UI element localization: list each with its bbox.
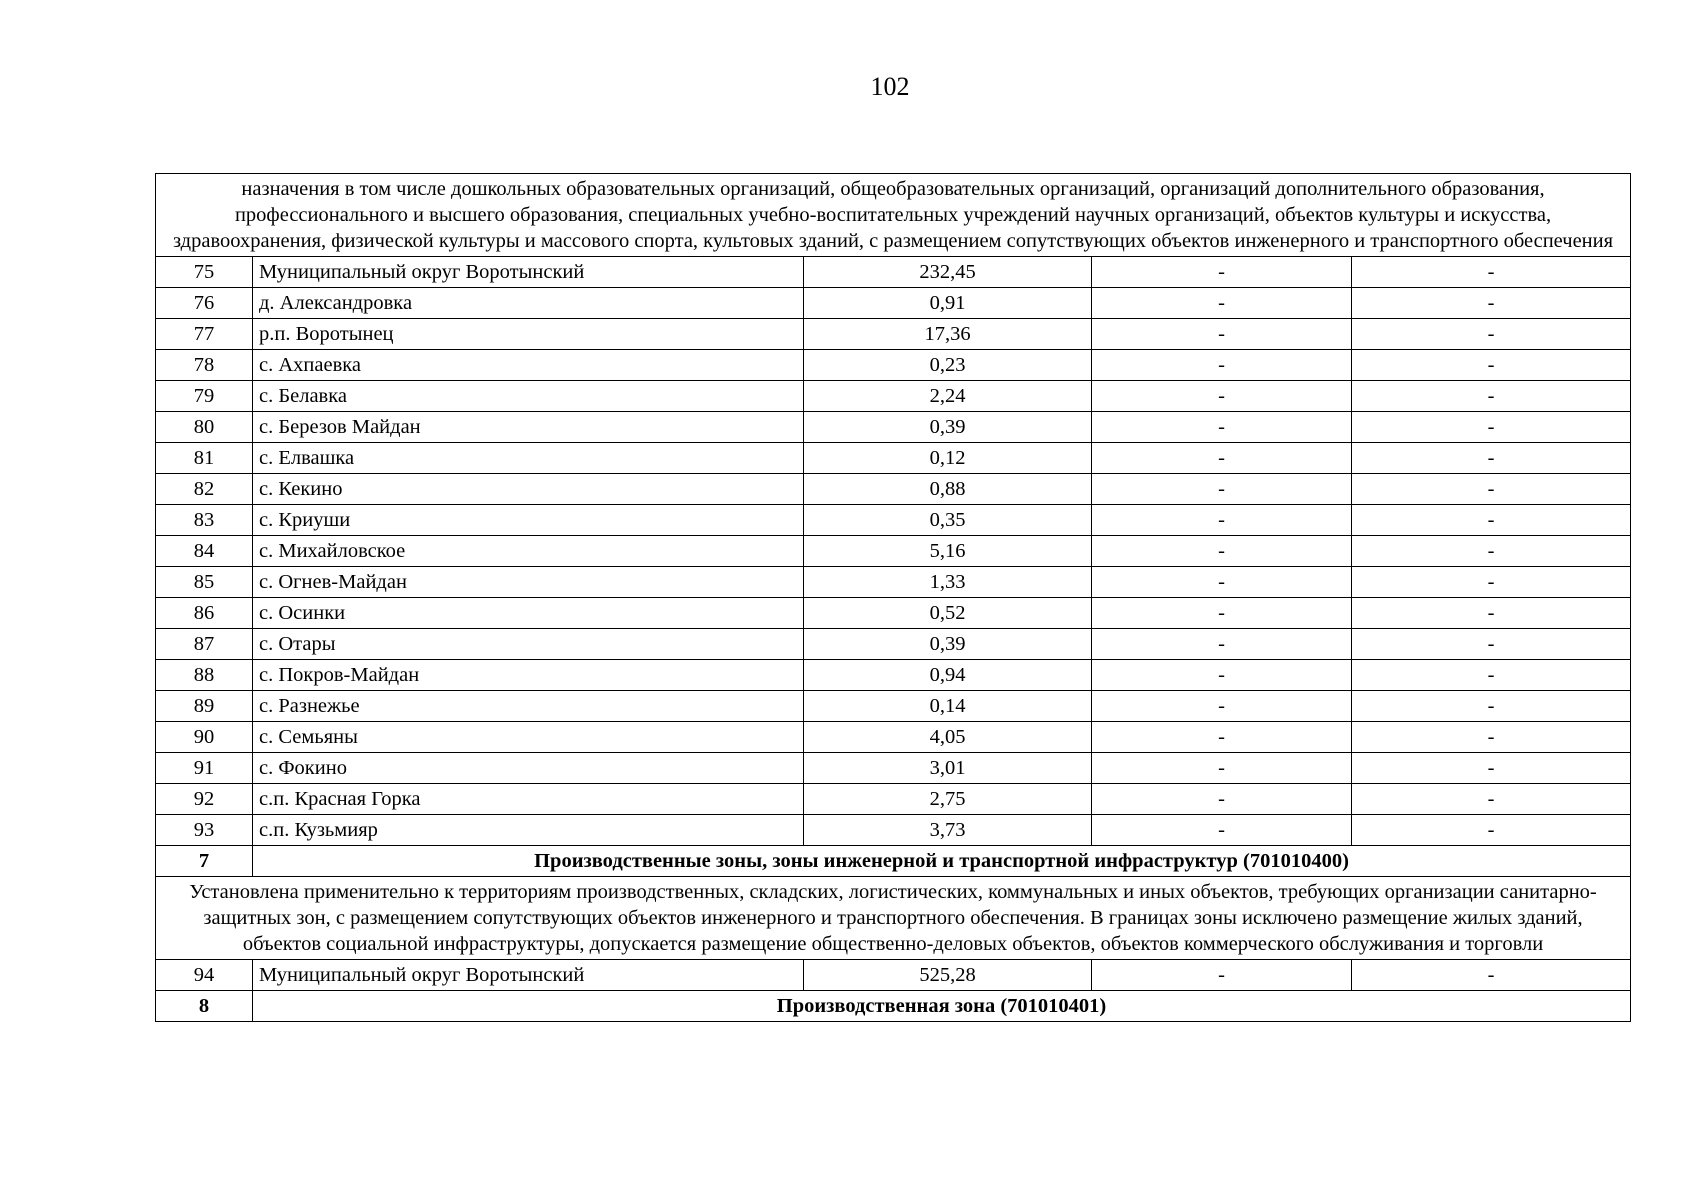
table-row [156,505,1631,536]
section-header-row [156,846,1631,877]
page-number: 102 [870,72,910,101]
table-row [156,443,1631,474]
section-number: 7 [156,846,253,877]
row-col4: - [1092,722,1352,753]
row-name: с. Отары [253,629,804,660]
row-name: с.п. Красная Горка [253,784,804,815]
row-col5: - [1352,257,1631,288]
table-row [156,784,1631,815]
row-col5: - [1352,381,1631,412]
row-col4: - [1092,567,1352,598]
row-col5: - [1352,567,1631,598]
row-col5: - [1352,412,1631,443]
table-row [156,660,1631,691]
row-name: с. Ахпаевка [253,350,804,381]
row-area: 232,45 [804,257,1092,288]
table-row [156,350,1631,381]
row-col4: - [1092,815,1352,846]
row-name: Муниципальный округ Воротынский [253,960,804,991]
row-name: д. Александровка [253,288,804,319]
row-col5: - [1352,505,1631,536]
row-number: 78 [156,350,253,381]
row-col4: - [1092,381,1352,412]
row-col4: - [1092,960,1352,991]
table-row [156,722,1631,753]
row-name: с.п. Кузьмияр [253,815,804,846]
table-row [156,288,1631,319]
row-number: 76 [156,288,253,319]
table-row [156,815,1631,846]
row-col5: - [1352,722,1631,753]
row-area: 0,14 [804,691,1092,722]
table-row [156,629,1631,660]
row-col4: - [1092,412,1352,443]
row-number: 93 [156,815,253,846]
row-col5: - [1352,319,1631,350]
row-col5: - [1352,288,1631,319]
row-area: 0,23 [804,350,1092,381]
row-number: 80 [156,412,253,443]
section-number: 8 [156,991,253,1022]
row-col4: - [1092,753,1352,784]
row-name: с. Разнежье [253,691,804,722]
row-col4: - [1092,598,1352,629]
row-number: 90 [156,722,253,753]
row-number: 79 [156,381,253,412]
table-row [156,753,1631,784]
section-header-row [156,991,1631,1022]
zones-table [155,173,1631,1022]
row-col5: - [1352,815,1631,846]
row-col5: - [1352,350,1631,381]
table-row [156,691,1631,722]
row-col5: - [1352,443,1631,474]
row-name: с. Покров-Майдан [253,660,804,691]
row-col4: - [1092,660,1352,691]
row-name: с. Фокино [253,753,804,784]
row-col4: - [1092,505,1352,536]
row-area: 1,33 [804,567,1092,598]
row-area: 2,75 [804,784,1092,815]
row-number: 85 [156,567,253,598]
row-col5: - [1352,691,1631,722]
row-col4: - [1092,784,1352,815]
table-row [156,567,1631,598]
continuation-note: назначения в том числе дошкольных образовательных организаций, общеобразовательных организаций, организаций дополнительного образования, профессионального и высшего образования, специальных учебно-воспитательных учреждений научных организаций, объектов культуры и искусства, здравоохранения, физической культуры и массового спорта, культовых зданий, с размещением сопутствующих объектов инженерного и транспортного обеспечения [156,174,1631,257]
table-row [156,381,1631,412]
row-area: 525,28 [804,960,1092,991]
row-area: 17,36 [804,319,1092,350]
row-area: 0,12 [804,443,1092,474]
row-col4: - [1092,350,1352,381]
row-col5: - [1352,660,1631,691]
row-number: 75 [156,257,253,288]
row-area: 0,39 [804,412,1092,443]
row-col4: - [1092,691,1352,722]
row-col4: - [1092,443,1352,474]
row-number: 86 [156,598,253,629]
continuation-note-row [156,174,1631,257]
section-note-row [156,877,1631,960]
row-col5: - [1352,784,1631,815]
table-row [156,319,1631,350]
row-name: с. Елвашка [253,443,804,474]
row-number: 92 [156,784,253,815]
row-area: 0,35 [804,505,1092,536]
row-name: с. Кекино [253,474,804,505]
row-name: с. Березов Майдан [253,412,804,443]
row-area: 2,24 [804,381,1092,412]
row-area: 3,01 [804,753,1092,784]
table-row [156,536,1631,567]
row-number: 81 [156,443,253,474]
table-row [156,960,1631,991]
row-col5: - [1352,536,1631,567]
row-col4: - [1092,257,1352,288]
row-name: Муниципальный округ Воротынский [253,257,804,288]
row-area: 0,88 [804,474,1092,505]
section-note: Установлена применительно к территориям производственных, складских, логистических, коммунальных и иных объектов, требующих организации санитарно-защитных зон, с размещением сопутствующих объектов инженерного и транспортного обеспечения. В границах зоны исключено размещение жилых зданий, объектов социальной инфраструктуры, допускается размещение общественно-деловых объектов, объектов коммерческого обслуживания и торговли [156,877,1631,960]
row-number: 89 [156,691,253,722]
row-name: с. Огнев-Майдан [253,567,804,598]
section-title: Производственная зона (701010401) [253,991,1631,1022]
row-area: 5,16 [804,536,1092,567]
row-name: р.п. Воротынец [253,319,804,350]
row-col5: - [1352,598,1631,629]
row-number: 82 [156,474,253,505]
row-col4: - [1092,288,1352,319]
table-row [156,474,1631,505]
row-col5: - [1352,753,1631,784]
row-name: с. Семьяны [253,722,804,753]
row-number: 77 [156,319,253,350]
row-name: с. Криуши [253,505,804,536]
row-name: с. Михайловское [253,536,804,567]
table-row [156,412,1631,443]
row-col4: - [1092,536,1352,567]
row-col5: - [1352,474,1631,505]
row-area: 0,39 [804,629,1092,660]
row-number: 94 [156,960,253,991]
row-area: 0,91 [804,288,1092,319]
section-title: Производственные зоны, зоны инженерной и транспортной инфраструктур (701010400) [253,846,1631,877]
row-number: 91 [156,753,253,784]
table-row [156,257,1631,288]
row-name: с. Осинки [253,598,804,629]
row-name: с. Белавка [253,381,804,412]
row-area: 0,94 [804,660,1092,691]
row-col4: - [1092,629,1352,660]
row-number: 88 [156,660,253,691]
row-area: 3,73 [804,815,1092,846]
row-col5: - [1352,629,1631,660]
row-number: 87 [156,629,253,660]
row-number: 83 [156,505,253,536]
row-number: 84 [156,536,253,567]
row-col5: - [1352,960,1631,991]
row-area: 0,52 [804,598,1092,629]
row-area: 4,05 [804,722,1092,753]
row-col4: - [1092,319,1352,350]
row-col4: - [1092,474,1352,505]
table-row [156,598,1631,629]
